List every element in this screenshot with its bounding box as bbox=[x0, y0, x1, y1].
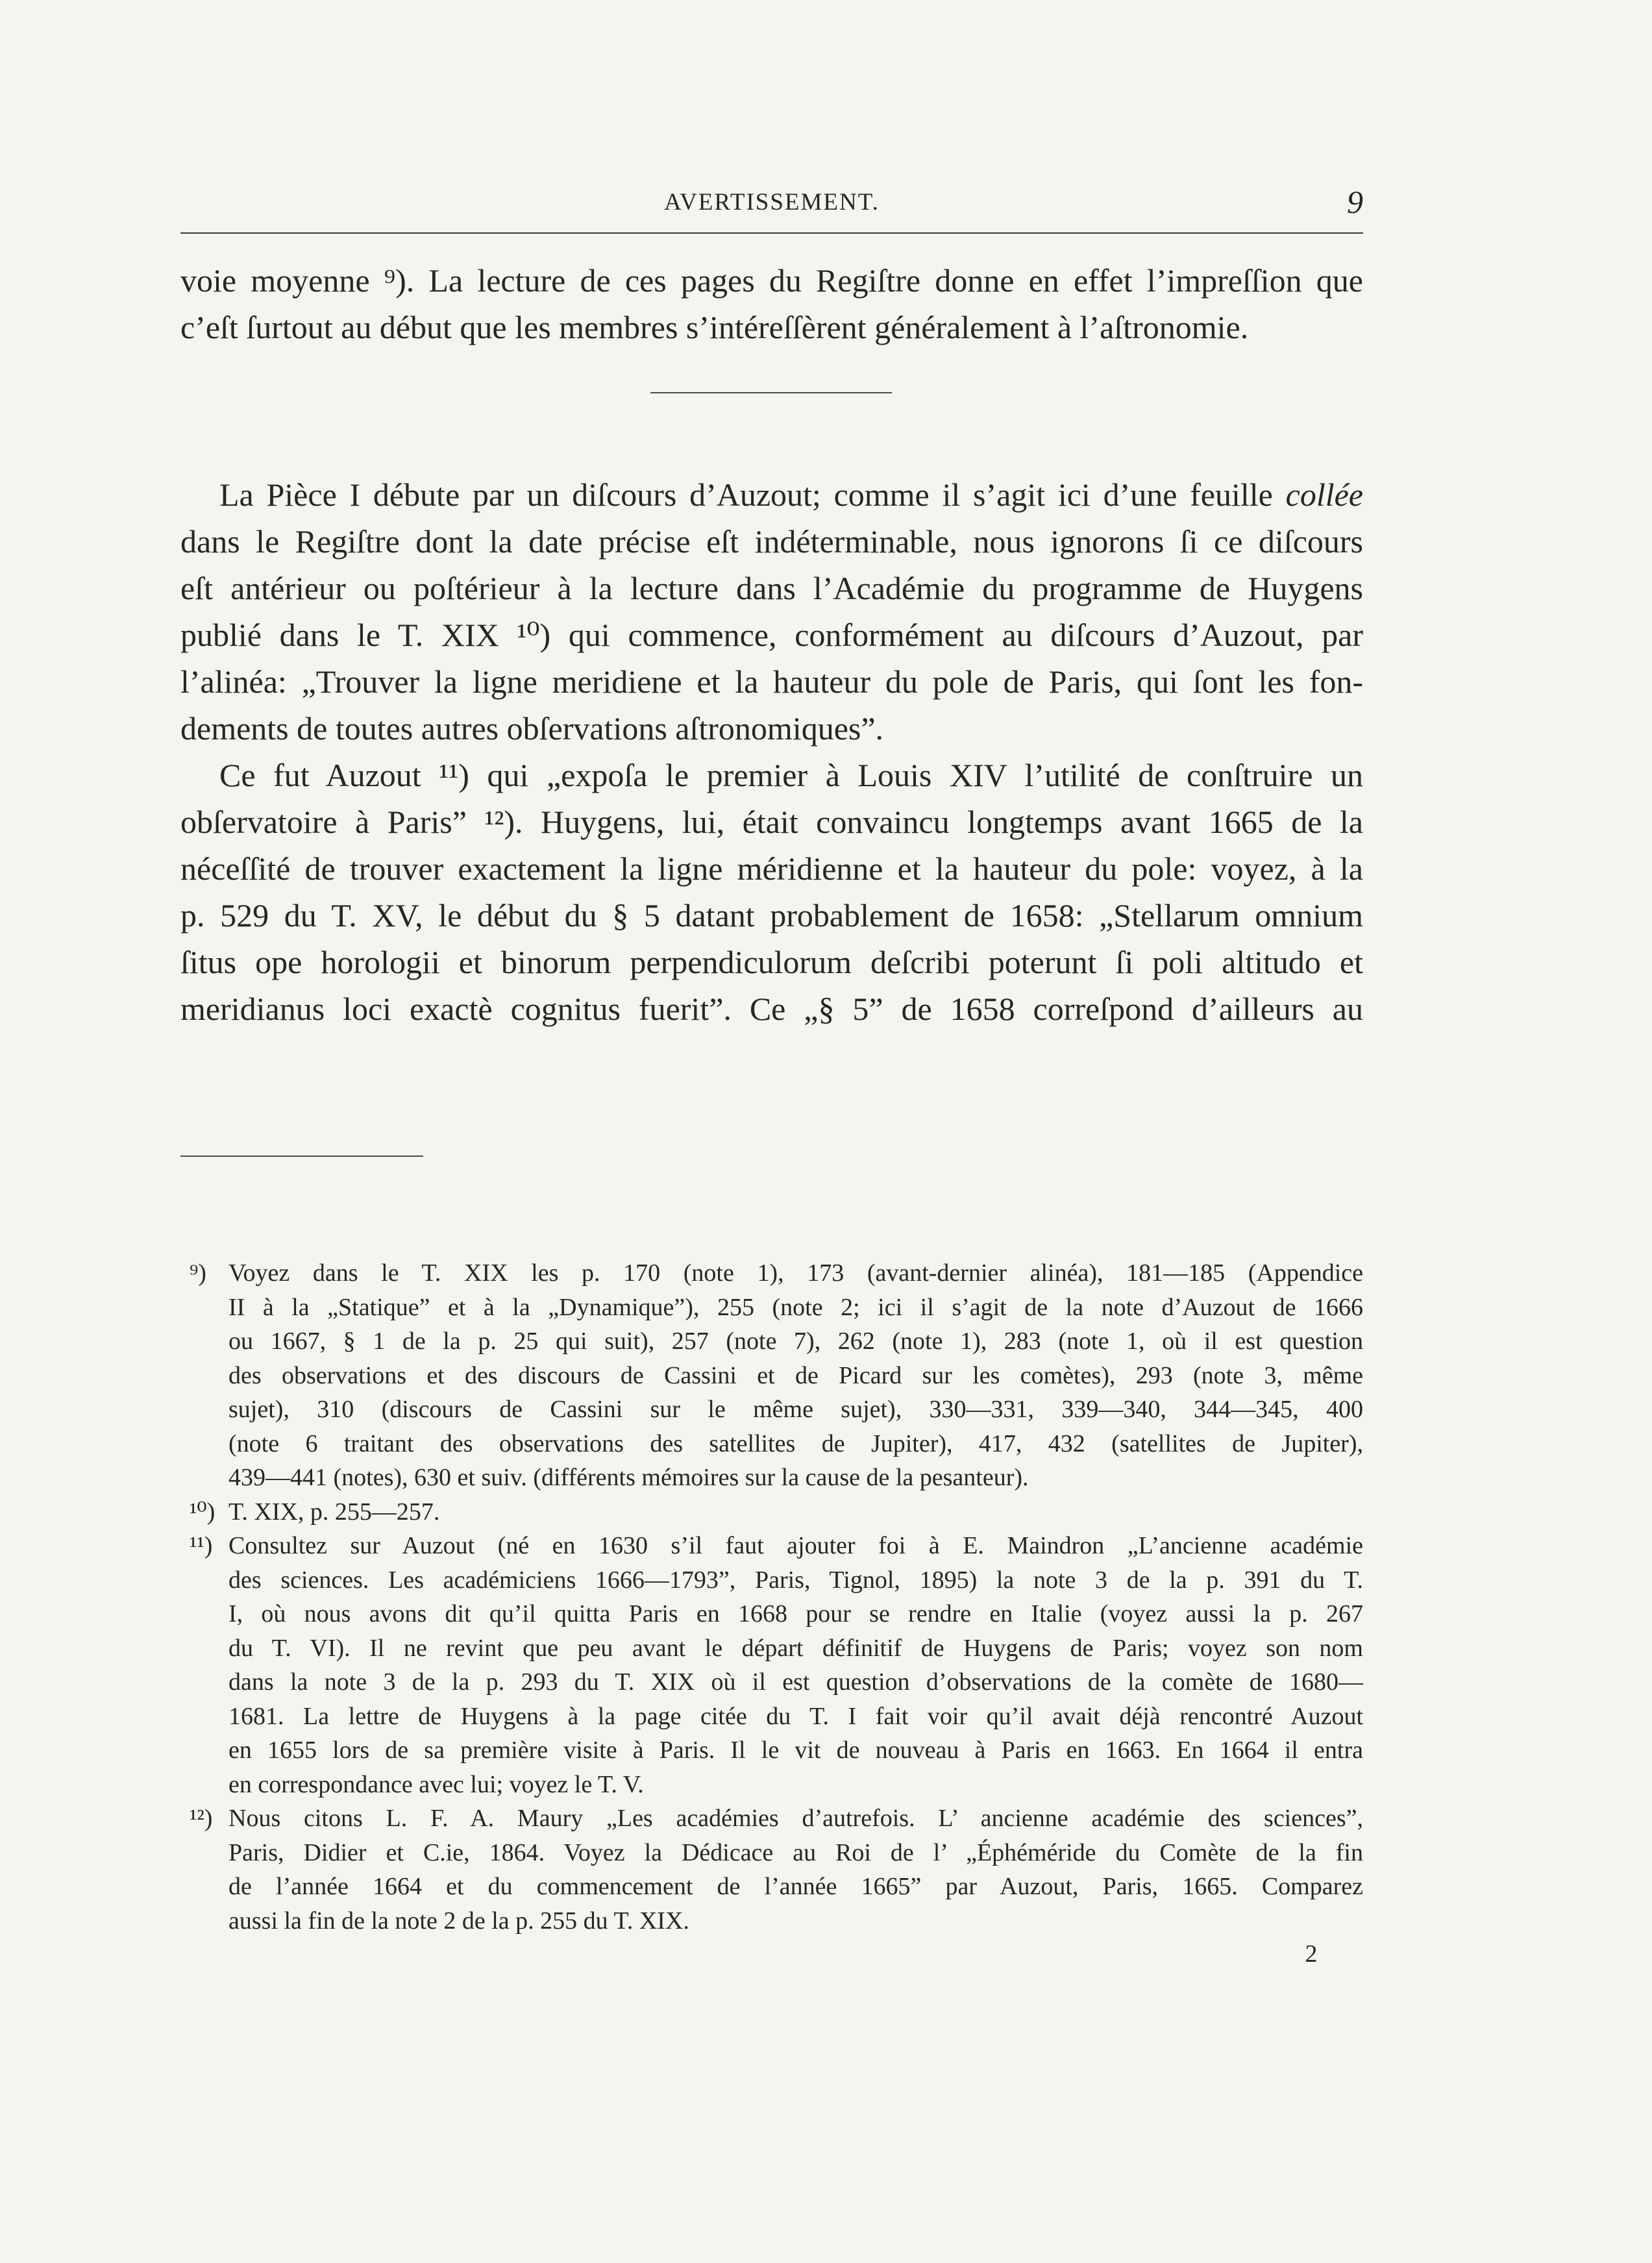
footnote-line: de l’année 1664 et du commencement de l’année 1665” par Auzout, Paris, 1665. Comparez bbox=[228, 1873, 1363, 1900]
text-line: publié dans le T. XIX ¹⁰) qui commence, conformément au diſcours d’Auzout, par bbox=[180, 617, 1363, 653]
footnote-line: Paris, Didier et C.ie, 1864. Voyez la Dédicace au Roi de l’ „Éphéméride du Comète de la fin bbox=[228, 1838, 1363, 1866]
footnote-12 bbox=[190, 1801, 1363, 1938]
footnote-line: Voyez dans le T. XIX les p. 170 (note 1), 173 (avant-dernier alinéa), 181—185 (Appendice bbox=[228, 1259, 1363, 1287]
text-line: eſt antérieur ou poſtérieur à la lecture dans l’Académie du programme de Huygens bbox=[180, 570, 1363, 606]
footnote-line: T. XIX, p. 255—257. bbox=[228, 1498, 440, 1526]
footnote-line: (note 6 traitant des observations des satellites de Jupiter), 417, 432 (satellites de Jupiter), bbox=[228, 1429, 1363, 1457]
footnote-line: dans la note 3 de la p. 293 du T. XIX où il est question d’observations de la comète de 1680— bbox=[228, 1668, 1363, 1696]
footnote-line: du T. VI). Il ne revint que peu avant le départ définitif de Huygens de Paris; voyez son nom bbox=[228, 1634, 1363, 1662]
main-text bbox=[180, 471, 1363, 1032]
footnote-line: aussi la fin de la note 2 de la p. 255 du T. XIX. bbox=[228, 1907, 689, 1935]
text-line: p. 529 du T. XV, le début du § 5 datant probablement de 1658: „Stellarum omnium bbox=[180, 897, 1363, 934]
text-segment: La Pièce I débute par un diſcours d’Auzout; comme il s’agit ici d’une feuille bbox=[219, 476, 1273, 513]
section-divider bbox=[650, 392, 892, 393]
footnotes bbox=[190, 1256, 1363, 1938]
footnote-line: I, où nous avons dit qu’il quitta Paris en 1668 pour se rendre en Italie (voyez aussi la p. 267 bbox=[228, 1600, 1363, 1627]
signature-mark: 2 bbox=[1305, 1940, 1318, 1968]
footnote-number: ¹²) bbox=[190, 1805, 213, 1832]
page-header bbox=[180, 183, 1363, 222]
footnote-number: ¹⁰) bbox=[190, 1498, 216, 1526]
footnote-11 bbox=[190, 1529, 1363, 1801]
footnote-number: ⁹) bbox=[190, 1259, 206, 1287]
text-line: meridianus loci exactè cognitus fuerit”. Ce „§ 5” de 1658 correſpond d’ailleurs au bbox=[180, 991, 1363, 1027]
text-line: Ce fut Auzout ¹¹) qui „expoſa le premier à Louis XIV l’utilité de conſtruire un bbox=[219, 757, 1363, 793]
footnote-line: en correspondance avec lui; voyez le T. V. bbox=[228, 1770, 644, 1798]
paragraph-auzout bbox=[180, 752, 1363, 1032]
text-line: voie moyenne ⁹). La lecture de ces pages du Regiſtre donne en effet l’impreſſion que bbox=[180, 262, 1363, 299]
footnote-9 bbox=[190, 1256, 1363, 1495]
text-line: c’eſt ſurtout au début que les membres s’intéreſſèrent généralement à l’aſtronomie. bbox=[180, 309, 1249, 345]
paragraph-piece-one bbox=[180, 471, 1363, 752]
footnote-line: sujet), 310 (discours de Cassini sur le même sujet), 330—331, 339—340, 344—345, 400 bbox=[228, 1396, 1363, 1423]
footnote-line: 1681. La lettre de Huygens à la page citée du T. I fait voir qu’il avait déjà rencontré Auzout bbox=[228, 1702, 1363, 1730]
text-line: obſervatoire à Paris” ¹²). Huygens, lui, était convaincu longtemps avant 1665 de la bbox=[180, 804, 1363, 840]
footnote-line: Consultez sur Auzout (né en 1630 s’il faut ajouter foi à E. Maindron „L’ancienne académie bbox=[228, 1532, 1363, 1559]
page-number: 9 bbox=[1347, 184, 1363, 220]
text-line: dans le Regiſtre dont la date précise eſt indéterminable, nous ignorons ſi ce diſcours bbox=[180, 523, 1363, 560]
footnote-rule bbox=[180, 1156, 423, 1157]
footnote-line: II à la „Statique” et à la „Dynamique”), 255 (note 2; ici il s’agit de la note d’Auzout de 1666 bbox=[228, 1293, 1363, 1321]
footnote-line: des observations et des discours de Cassini et de Picard sur les comètes), 293 (note 3, même bbox=[228, 1361, 1363, 1389]
text-line: l’alinéa: „Trouver la ligne meridiene et la hauteur du pole de Paris, qui ſont les fon- bbox=[180, 663, 1363, 700]
footnote-line: 439—441 (notes), 630 et suiv. (différents mémoires sur la cause de la pesanteur). bbox=[228, 1464, 1029, 1491]
header-rule bbox=[180, 232, 1363, 234]
footnote-line: ou 1667, § 1 de la p. 25 qui suit), 257 (note 7), 262 (note 1), 283 (note 1, où il est question bbox=[228, 1328, 1363, 1355]
footnote-10 bbox=[190, 1495, 1363, 1529]
intro-paragraph bbox=[180, 257, 1363, 351]
italic-word: collée bbox=[1285, 476, 1363, 513]
running-title: AVERTISSEMENT. bbox=[664, 189, 880, 216]
text-line: dements de toutes autres obſervations aſtronomiques”. bbox=[180, 710, 884, 747]
footnote-line: en 1655 lors de sa première visite à Paris. Il le vit de nouveau à Paris en 1663. En 1664 il entra bbox=[228, 1737, 1363, 1764]
text-line bbox=[180, 471, 1363, 518]
text-line: néceſſité de trouver exactement la ligne méridienne et la hauteur du pole: voyez, à la bbox=[180, 850, 1363, 887]
text-line: ſitus ope horologii et binorum perpendiculorum deſcribi poterunt ſi poli altitudo et bbox=[180, 944, 1363, 980]
footnote-line: Nous citons L. F. A. Maury „Les académies d’autrefois. L’ ancienne académie des sciences”, bbox=[228, 1805, 1363, 1832]
footnote-number: ¹¹) bbox=[190, 1532, 213, 1559]
footnote-line: des sciences. Les académiciens 1666—1793”, Paris, Tignol, 1895) la note 3 de la p. 391 du T. bbox=[228, 1566, 1363, 1594]
